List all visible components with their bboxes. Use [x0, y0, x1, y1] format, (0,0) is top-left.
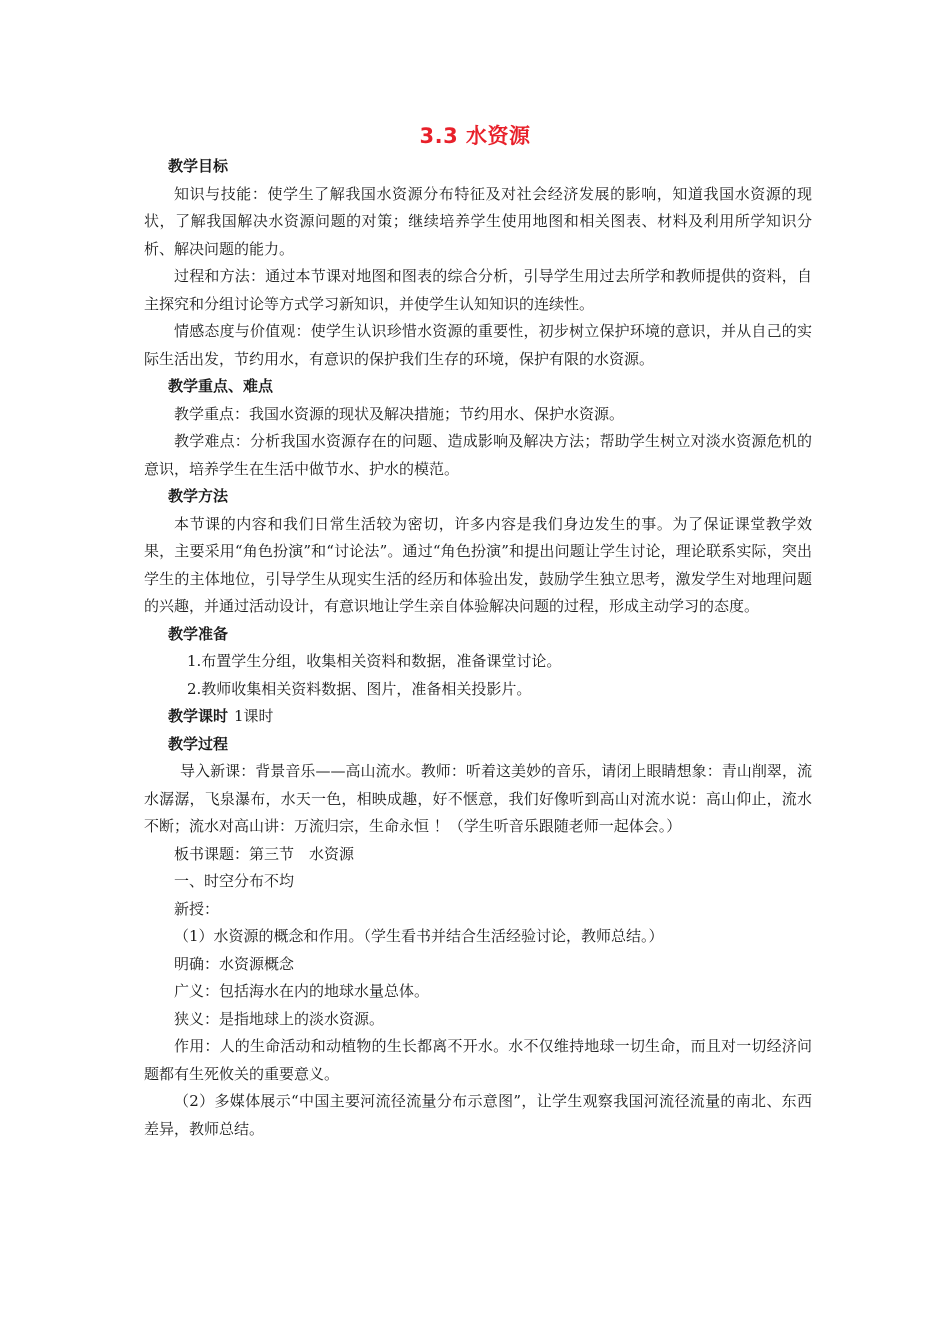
page-title: 3.3 水资源 — [419, 124, 531, 148]
text-line: 板书课题：第三节 水资源 — [174, 844, 355, 863]
paragraph-attitudes-values: 情感态度与价值观：使学生认识珍惜水资源的重要性，初步树立保护环境的意识，并从自己的实际生活出发，节约用水，有意识的保护我们生存的环境，保护有限的水资源。 — [144, 322, 812, 368]
section-heading-preparation: 教学准备 — [168, 624, 229, 643]
paragraph-usage: 作用：人的生命活动和动植物的生长都离不开水。水不仅维持地球一切生命，而且对一切经济问题都有生死攸关的重要意义。 — [144, 1037, 812, 1083]
hours-label: 教学课时 — [168, 707, 229, 725]
paragraph-key-point: 教学重点：我国水资源的现状及解决措施；节约用水、保护水资源。 — [174, 404, 625, 423]
paragraph-methods: 本节课的内容和我们日常生活较为密切，许多内容是我们身边发生的事。为了保证课堂教学效果，主要采用“角色扮演”和“讨论法”。通过“角色扮演”和提出问题让学生讨论，理论联系实际，突出学生的主体地位，引导学生从现实生活的经历和体验出发，鼓励学生独立思考，激发学生对地理问题的兴趣，并通过活动设计，有意识地让学生亲自体验解决问题的过程，形成主动学习的态度。 — [144, 514, 812, 615]
document-body — [144, 153, 812, 1143]
section-heading-key-points: 教学重点、难点 — [168, 377, 274, 395]
section-heading-hours — [144, 703, 812, 731]
hours-value: 1课时 — [234, 707, 274, 725]
section-heading-methods: 教学方法 — [168, 487, 229, 505]
paragraph-knowledge-skills: 知识与技能：使学生了解我国水资源分布特征及对社会经济发展的影响，知道我国水资源的现状，了解我国解决水资源问题的对策；继续培养学生使用地图和相关图表、材料及利用所学知识分析、解决问题的能力。 — [144, 184, 812, 258]
text-line: 广义：包括海水在内的地球水量总体。 — [174, 982, 430, 1000]
text-line: （1）水资源的概念和作用。（学生看书并结合生活经验讨论，教师总结。） — [174, 927, 664, 945]
section-heading-process: 教学过程 — [168, 734, 229, 753]
section-heading-objectives: 教学目标 — [168, 157, 229, 175]
list-item: 2.教师收集相关资料数据、图片，准备相关投影片。 — [187, 679, 532, 698]
paragraph-process-methods: 过程和方法：通过本节课对地图和图表的综合分析，引导学生用过去所学和教师提供的资料，自主探究和分组讨论等方式学习新知识，并使学生认知知识的连续性。 — [144, 267, 812, 313]
list-item: 1.布置学生分组，收集相关资料和数据，准备课堂讨论。 — [187, 652, 562, 670]
paragraph-difficult-point: 教学难点：分析我国水资源存在的问题、造成影响及解决方法；帮助学生树立对淡水资源危机的意识，培养学生在生活中做节水、护水的模范。 — [144, 432, 812, 478]
text-line: 新授： — [174, 899, 220, 918]
text-line: 狭义：是指地球上的淡水资源。 — [174, 1009, 385, 1028]
text-line: 一、时空分布不均 — [174, 872, 295, 890]
paragraph-multimedia: （2）多媒体展示“中国主要河流径流量分布示意图”，让学生观察我国河流径流量的南北、东西差异，教师总结。 — [144, 1092, 812, 1138]
paragraph-intro: 导入新课：背景音乐——高山流水。教师：听着这美妙的音乐，请闭上眼睛想象：青山削翠，流水潺潺，飞泉瀑布，水天一色，相映成趣，好不惬意，我们好像听到高山对流水说：高山仰止，流水不断；流水对高山讲：万流归宗，生命永恒 ！（学生听音乐跟随老师一起体会。） — [144, 762, 812, 835]
text-line: 明确：水资源概念 — [174, 954, 295, 973]
